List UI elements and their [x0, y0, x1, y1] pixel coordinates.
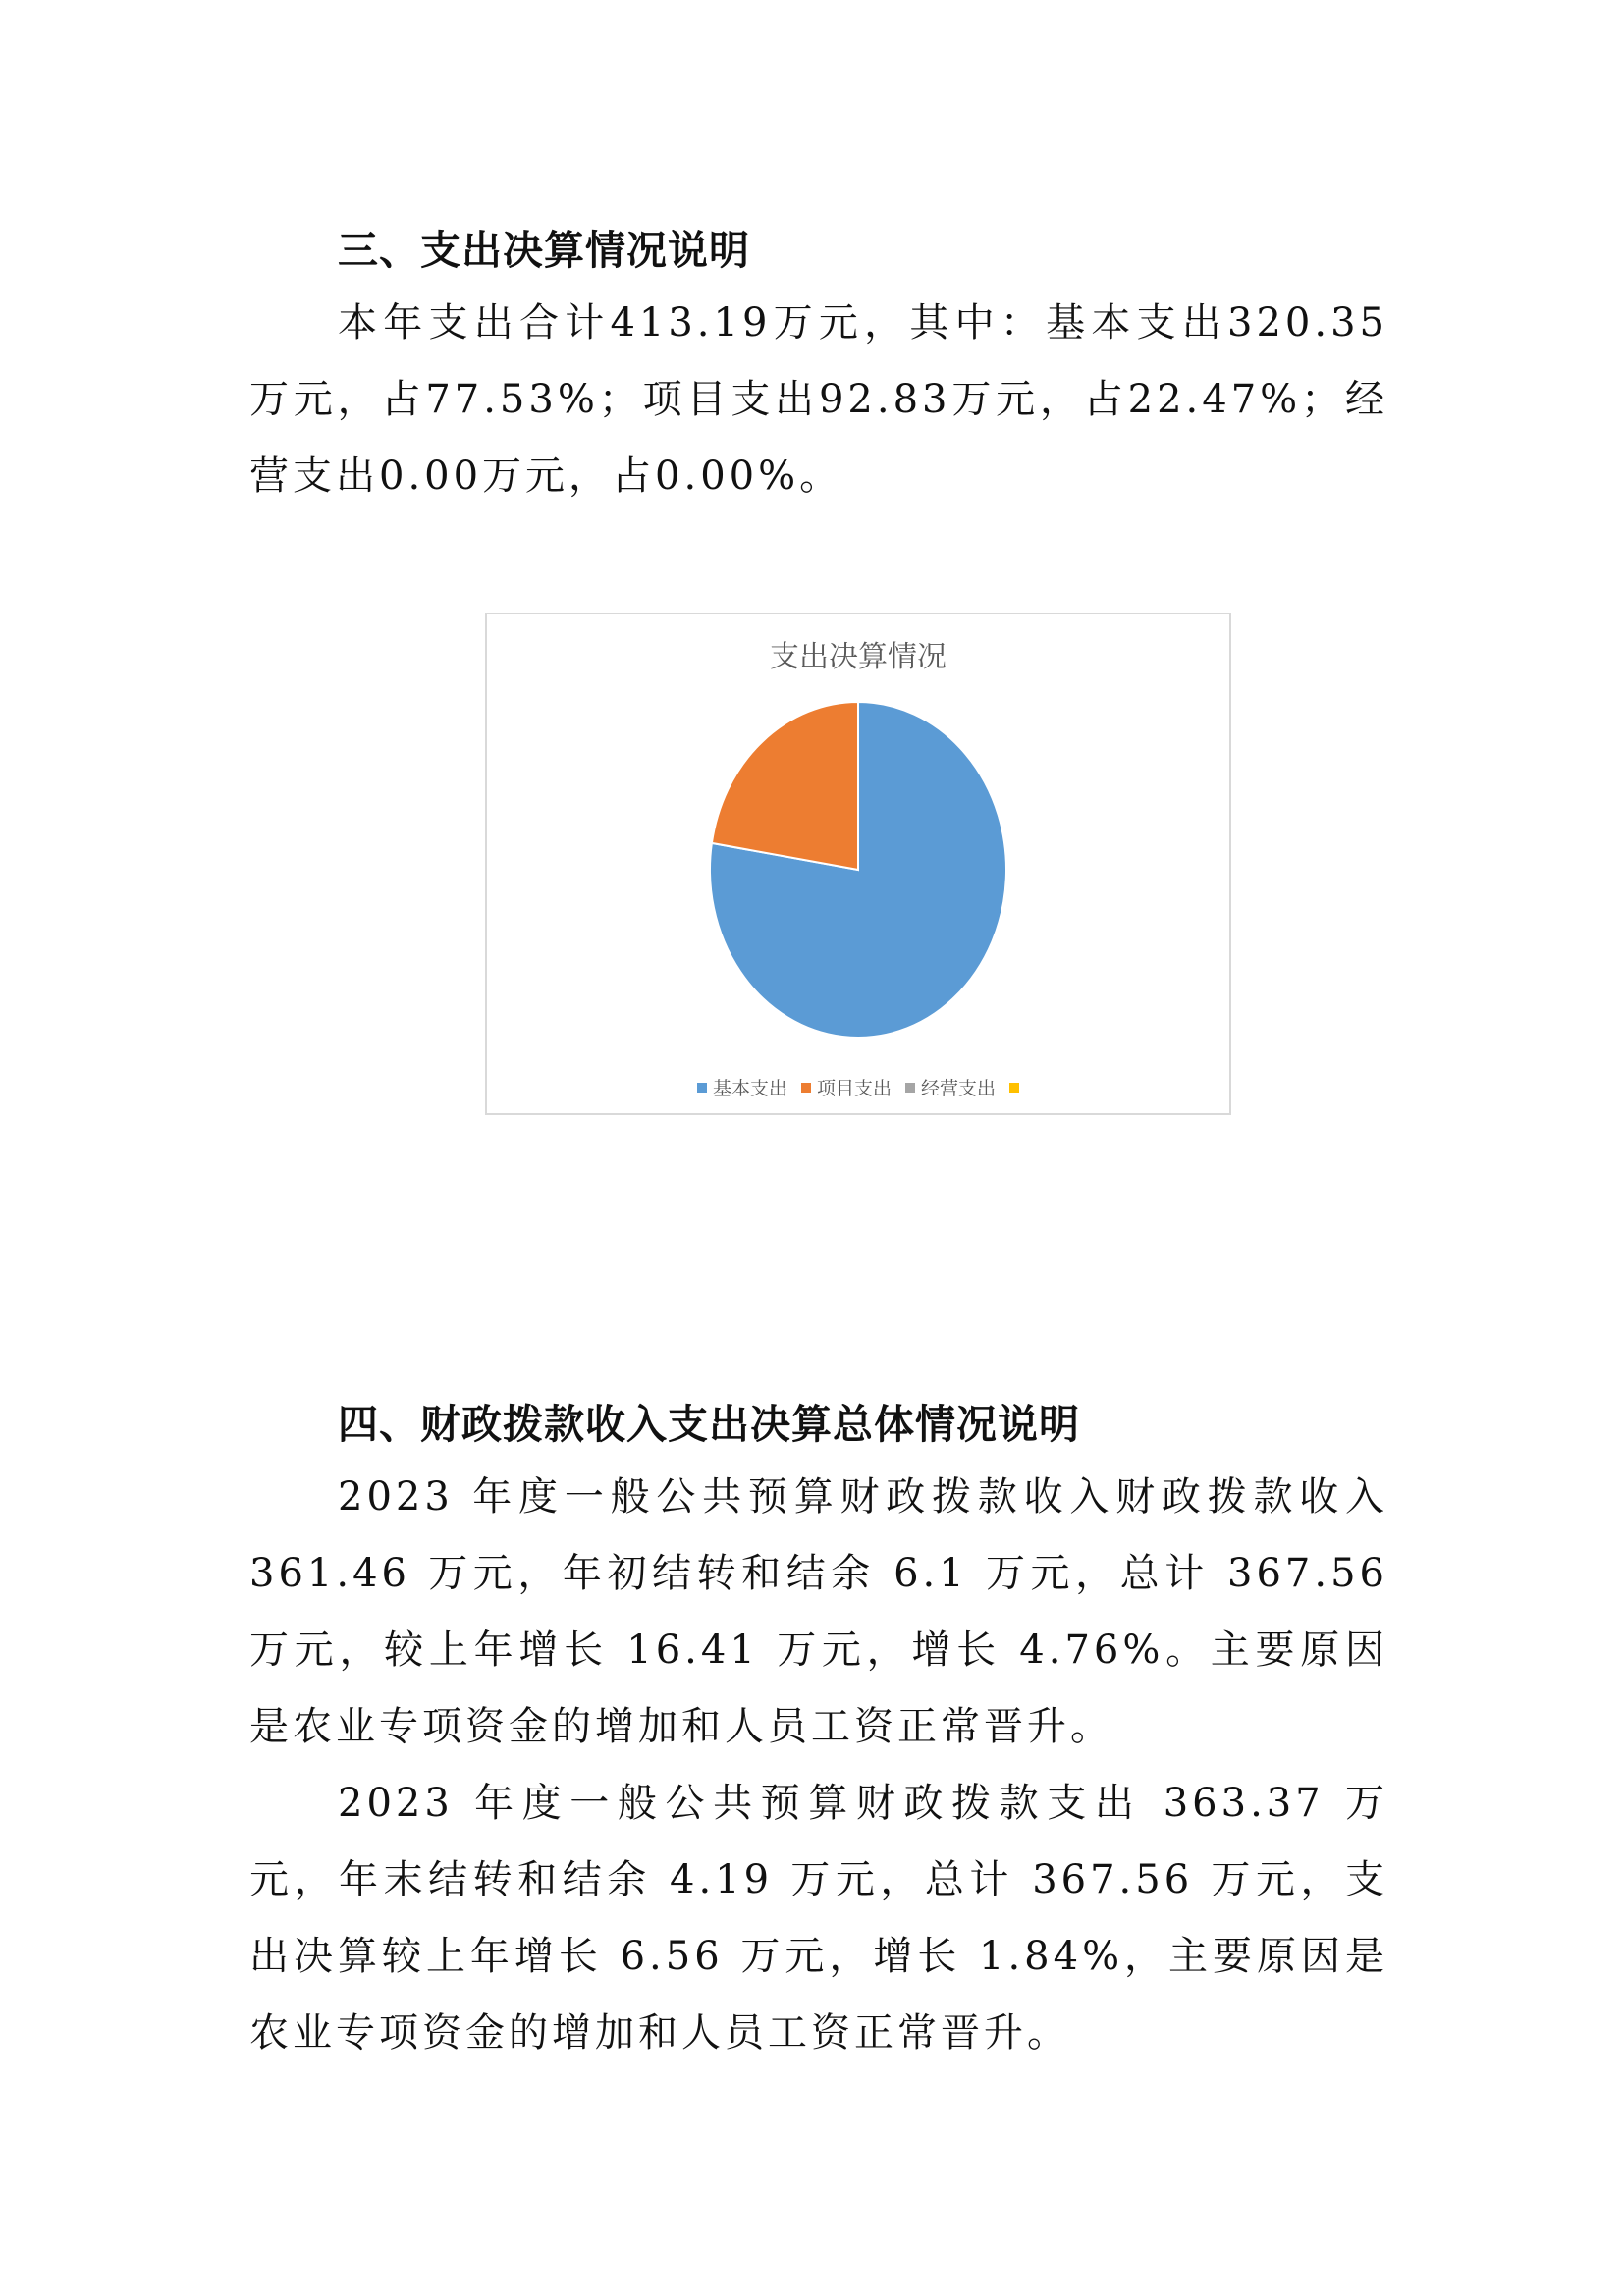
- legend-label: 经营支出: [921, 1078, 997, 1099]
- section3-paragraph: 本年支出合计413.19万元，其中：基本支出320.35万元，占77.53%；项目支出92.83万元，占22.47%；经营支出0.00万元，占0.00%。: [249, 300, 1388, 499]
- legend-swatch: [905, 1083, 915, 1093]
- legend-label: 基本支出: [712, 1078, 787, 1099]
- section3-heading: 三、支出决算情况说明: [338, 227, 750, 274]
- legend-item-1: [697, 1074, 787, 1100]
- section4-heading: 四、财政拨款收入支出决算总体情况说明: [338, 1401, 1080, 1448]
- section4-paragraph-1: 2023 年度一般公共预算财政拨款收入财政拨款收入 361.46 万元，年初结转和结余 6.1 万元，总计 367.56 万元，较上年增长 16.41 万元，增长 4.76%。主要原因是农业专项资金的增加和人员工资正常晋升。: [249, 1474, 1388, 1749]
- legend-swatch: [697, 1083, 707, 1093]
- pie-plot-area: [487, 614, 1229, 1113]
- legend-label: 项目支出: [816, 1078, 892, 1099]
- legend-swatch: [1009, 1083, 1019, 1093]
- chart-legend: [487, 1074, 1229, 1100]
- legend-item-2: [801, 1074, 892, 1100]
- legend-item-3: [905, 1074, 996, 1100]
- pie-slice-2: [712, 702, 858, 870]
- chart-title: 支出决算情况: [770, 640, 947, 674]
- section4-paragraph-2: 2023 年度一般公共预算财政拨款支出 363.37 万元，年末结转和结余 4.19 万元，总计 367.56 万元，支出决算较上年增长 6.56 万元，增长 1.84%，主要原因是农业专项资金的增加和人员工资正常晋升。: [249, 1781, 1388, 2056]
- legend-swatch: [801, 1083, 811, 1093]
- legend-item-4: [1009, 1083, 1019, 1093]
- expenditure-pie-chart: [485, 613, 1231, 1115]
